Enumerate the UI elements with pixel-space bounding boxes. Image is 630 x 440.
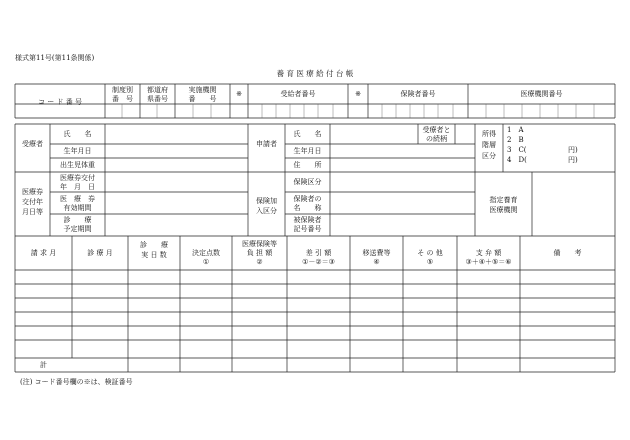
income-option-c-unit: 円): [568, 146, 578, 154]
income-label-1: 所得: [482, 130, 496, 138]
income-option-c: 3 C(: [507, 146, 527, 154]
insured-no-label-1: 被保険者: [293, 216, 322, 224]
col-payment-2: ③＋④＋⑤＝⑥: [465, 258, 512, 266]
col-decided-points-1: 決定点数: [192, 249, 220, 257]
col-insurance-burden-1: 医療保険等: [242, 240, 277, 248]
footnote: (注) コード番号欄の※は、検証番号: [20, 378, 133, 386]
agency-no-label-2: 番 号: [188, 95, 217, 103]
col-insurance-burden-3: ②: [256, 258, 263, 266]
applicant-label: 申請者: [256, 140, 277, 148]
relation-label-1: 受療者と: [422, 126, 451, 134]
insured-no-label-2: 記号番号: [293, 225, 322, 233]
check-mark-1: ※: [236, 90, 242, 98]
insurance-category-label: 保険区分: [293, 178, 322, 186]
designated-label-2: 医療機関: [489, 206, 518, 214]
patient-name-label: 氏 名: [63, 130, 92, 138]
applicant-address-label: 住 所: [293, 161, 322, 169]
income-option-b: 2 B: [507, 136, 524, 144]
col-remarks: 備 考: [553, 249, 582, 257]
medical-institution-no-label: 医療機関番号: [520, 90, 563, 98]
col-insurance-burden-2: 負 担 額: [246, 249, 273, 257]
insurer-no-label: 保険者番号: [400, 90, 436, 98]
birth-weight-label: 出生児体重: [60, 161, 95, 169]
col-other-1: そ の 他: [417, 249, 443, 257]
check-mark-2: ※: [355, 90, 361, 98]
applicant-name-label: 氏 名: [293, 130, 322, 138]
col-difference-2: ①－②＝③: [302, 258, 335, 266]
designated-label-1: 指定養育: [489, 196, 518, 204]
patient-label: 受療者: [22, 140, 43, 148]
ticket-valid-label-2: 有効期間: [63, 204, 92, 212]
form-number: 様式第11号(第11条関係): [15, 54, 95, 62]
income-label-3: 区分: [482, 152, 496, 160]
patient-birth-label: 生年月日: [63, 147, 92, 155]
ticket-label-3: 月日等: [22, 208, 43, 216]
system-no-label-1: 制度別: [112, 86, 133, 94]
col-transport-1: 移送費等: [362, 249, 391, 257]
page-title: 養 育 医 療 給 付 台 帳: [276, 69, 354, 78]
system-no-label-2: 番 号: [112, 95, 133, 103]
income-option-d: 4 D(: [507, 156, 527, 164]
insurance-label-1: 保険加: [256, 197, 277, 205]
col-other-2: ⑤: [426, 258, 434, 266]
insurance-label-2: 入区分: [256, 207, 277, 215]
ticket-label-2: 交付年: [22, 198, 43, 206]
recipient-no-label: 受給者番号: [280, 90, 316, 98]
code-number-label: コ ー ド 番 号: [38, 98, 82, 106]
col-decided-points-2: ①: [202, 258, 210, 266]
ticket-issue-label-2: 年 月 日: [60, 183, 95, 191]
exam-period-label-1: 診 療: [63, 216, 92, 224]
agency-no-label-1: 実施機関: [188, 86, 217, 94]
pref-no-label-2: 県番号: [147, 95, 168, 103]
pref-no-label-1: 都道府: [147, 86, 168, 94]
col-treatment-month: 診 療 月: [87, 249, 113, 257]
insurer-name-label-2: 名 称: [293, 204, 322, 212]
income-option-d-unit: 円): [568, 156, 578, 164]
relation-label-2: の続柄: [426, 135, 447, 143]
col-treatment-days-1: 診 療: [140, 241, 168, 249]
col-difference-1: 差 引 額: [305, 249, 332, 257]
col-transport-2: ④: [373, 258, 380, 266]
col-billing-month: 請 求 月: [30, 249, 57, 257]
ticket-label-1: 医療券: [22, 188, 43, 196]
total-label: 計: [40, 361, 47, 369]
ticket-valid-label-1: 医 療 券: [60, 195, 95, 203]
col-payment-1: 支 弁 額: [475, 249, 502, 257]
income-option-a: 1 A: [507, 126, 524, 134]
exam-period-label-2: 予定期間: [63, 225, 92, 233]
income-label-2: 階層: [482, 141, 496, 149]
col-treatment-days-2: 実 日 数: [141, 251, 167, 259]
insurer-name-label-1: 保険者の: [293, 195, 322, 203]
applicant-birth-label: 生年月日: [293, 147, 322, 155]
ticket-issue-label-1: 医療券交付: [60, 174, 95, 182]
